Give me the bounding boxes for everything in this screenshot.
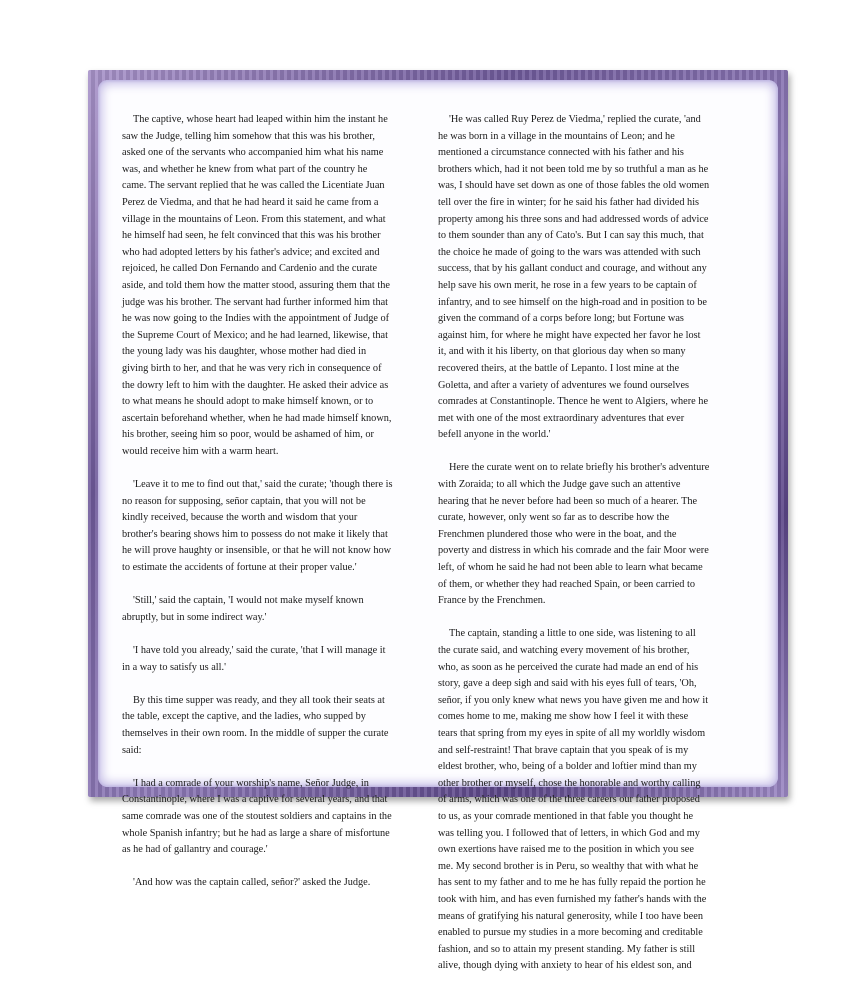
paragraph: 'Leave it to me to find out that,' said the curate; 'though there is no reason for supposing, señor captain, that you will not be kindly received, because the worth and wisdom that your brother's bearing shows him to possess do not make it likely that he will prove haughty or insensible, or that he will not know how to estimate the accidents of fortune at their proper value.' [122,479,393,574]
paragraph: By this time supper was ready, and they all took their seats at the table, except the captive, and the ladies, who supped by themselves in their own room. In the middle of supper the curate said: [122,694,389,756]
page-frame [88,70,788,972]
left-column [122,112,394,909]
paragraph: 'I have told you already,' said the curate, 'that I will manage it in a way to satisfy us all.' [122,645,386,673]
paragraph: 'Still,' said the captain, 'I would not make myself known abruptly, but in some indirect way.' [122,595,364,623]
page [98,80,778,972]
paragraph: The captain, standing a little to one side, was listening to all the curate said, and watching every movement of his brother, who, as soon as he perceived the curate had made an end of his story, gave a deep sigh and said with his eyes full of tears, 'Oh, señor, if you only knew what news you have given me and how it comes home to me, making me show how I feel it with these tears that spring from my eyes in spite of all my worldly wisdom and self-restraint! That brave captain that you speak of is my eldest brother, who, being of a bolder and loftier mind than my other brother or myself, chose the honorable and worthy calling of arms, which was one of the three careers our father proposed to us, as your comrade mentioned in that fable you thought he was telling you. I followed that of letters, in which God and my own exertions have raised me to the position in which you see me. My second brother is in Peru, so wealthy that with what he has sent to my father and to me he has fully repaid the portion he took with him, and has even furnished my father's hands with the means of gratifying his natural generosity, while I too have been enabled to pursue my studies in a more becoming and creditable fashion, and so to attain my present standing. My father is still alive, though dying with anxiety to hear of his eldest son, and [438,628,709,972]
paragraph: 'And how was the captain called, señor?' asked the Judge. [133,877,371,889]
paragraph: The captive, whose heart had leaped within him the instant he saw the Judge, telling him somehow that this was his brother, asked one of the servants who accompanied him what his name was, and whether he knew from what part of the country he came. The servant replied that he was called the Licentiate Juan Perez de Viedma, and that he had heard it said he came from a village in the mountains of Leon. From this statement, and what he himself had seen, he felt convinced that this was his brother who had adopted letters by his father's advice; and excited and rejoiced, he called Don Fernando and Cardenio and the curate aside, and told them how the matter stood, assuring them that the judge was his brother. The servant had further informed him that he was now going to the Indies with the appointment of Judge of the Supreme Court of Mexico; and he had learned, likewise, that the young lady was his daughter, whose mother had died in giving birth to her, and that he was very rich in consequence of the dowry left to him with the daughter. He asked their advice as to what means he should adopt to make himself known, or to ascertain beforehand whether, when he had made himself known, his brother, seeing him so poor, would be ashamed of him, or would receive him with a warm heart. [122,114,392,457]
paragraph: Here the curate went on to relate briefly his brother's adventure with Zoraida; to all which the Judge gave such an attentive hearing that he never before had been so much of a hearer. The curate, however, only went so far as to describe how the Frenchmen plundered those who were in the boat, and the poverty and distress in which his comrade and the fair Moor were left, of whom he said he had not been able to learn what became of them, or whether they had reached Spain, or been carried to France by the Frenchmen. [438,462,710,607]
paragraph: 'I had a comrade of your worship's name, Señor Judge, in Constantinople, where I was a captive for several years, and that same comrade was one of the stoutest soldiers and captains in the whole Spanish infantry; but he had as large a share of misfortune as he had of gallantry and courage.' [122,777,392,856]
paragraph: 'He was called Ruy Perez de Viedma,' replied the curate, 'and he was born in a village in the mountains of Leon; and he mentioned a circumstance connected with his father and his brothers which, had it not been told me by so truthful a man as he was, I should have set down as one of those fables the old women tell over the fire in winter; for he said his father had divided his property among his three sons and had addressed words of advice to them sounder than any of Cato's. But I can say this much, that the choice he made of going to the wars was attended with such success, that by his gallant conduct and courage, and without any help save his own merit, he rose in a few years to be captain of infantry, and to see himself on the high-road and in position to be given the command of a corps before long; but Fortune was against him, for where he might have expected her favor he lost it, and with it his liberty, on that glorious day when so many recovered theirs, at the battle of Lepanto. I lost mine at the Goletta, and after a variety of adventures we found ourselves comrades at Constantinople. Thence he went to Algiers, where he met with one of the most extraordinary adventures that ever befell anyone in the world.' [438,114,710,441]
right-column [438,112,710,991]
